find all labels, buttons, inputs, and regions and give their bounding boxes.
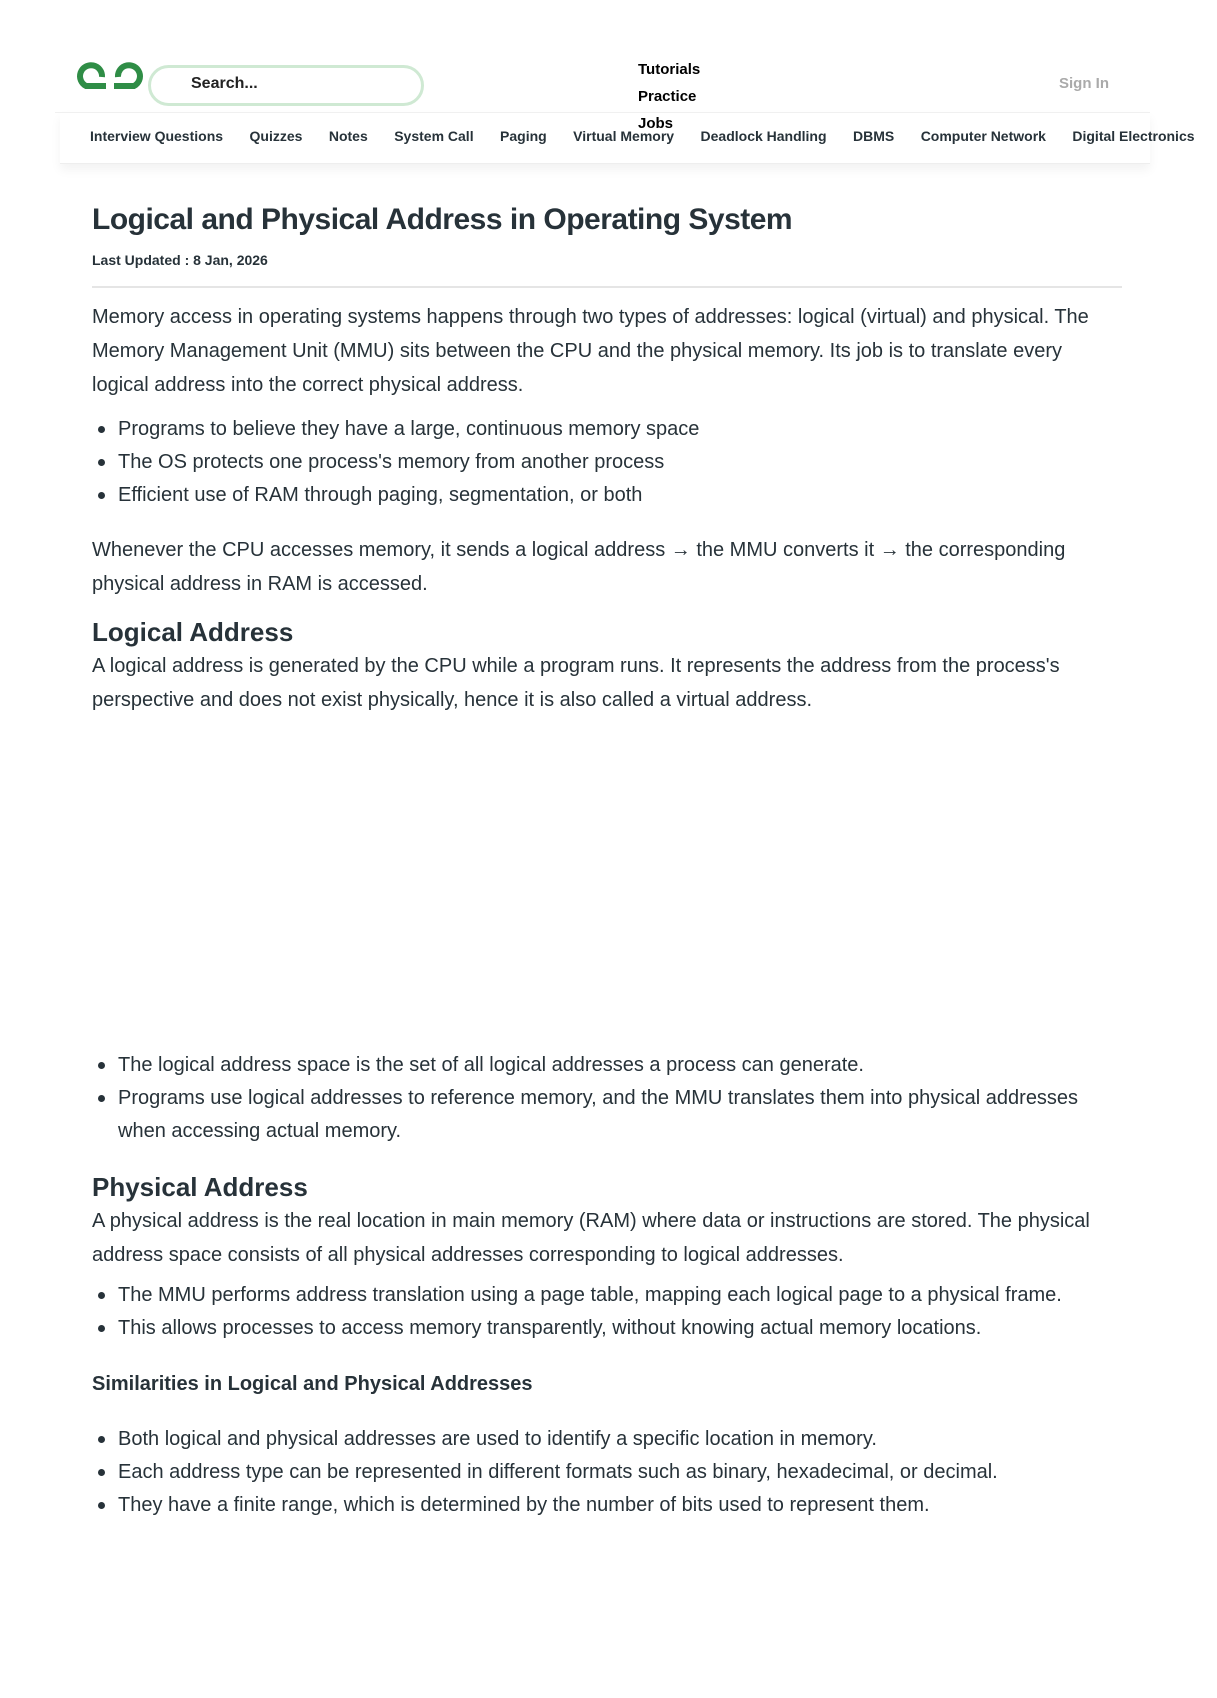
nav-item-paging[interactable]: Paging: [500, 128, 547, 144]
list-item: The OS protects one process's memory from another process: [92, 446, 1122, 479]
section-heading-similarities: Similarities in Logical and Physical Addresses: [92, 1373, 533, 1395]
article: [92, 200, 1122, 1522]
list-item: This allows processes to access memory transparently, without knowing actual memory locations.: [92, 1312, 1122, 1345]
menu-jobs[interactable]: Jobs: [638, 115, 674, 132]
nav-item-deadlock-handling[interactable]: Deadlock Handling: [700, 128, 827, 144]
flow-paragraph: Whenever the CPU accesses memory, it sends a logical address → the MMU converts it → the corresponding physical address in RAM is accessed.: [92, 539, 1066, 595]
page-title: Logical and Physical Address in Operating System: [92, 203, 793, 236]
intro-paragraph: Memory access in operating systems happens through two types of addresses: logical (virtual) and physical. The Memory Management Unit (MMU) sits between the CPU and the physical memory. Its job is to translate every logical address into the correct physical address.: [92, 306, 1089, 396]
search-input[interactable]: [191, 75, 391, 93]
menu-tutorials[interactable]: Tutorials: [638, 61, 701, 78]
nav-item-virtual-memory[interactable]: Virtual Memory: [573, 128, 675, 144]
nav-item-digital-electronics[interactable]: Digital Electronics: [1072, 128, 1195, 144]
topic-nav: [90, 128, 1195, 152]
section-heading-physical: Physical Address: [92, 1172, 308, 1202]
list-item: The MMU performs address translation using a page table, mapping each logical page to a physical frame.: [92, 1279, 1122, 1312]
gfg-logo-icon[interactable]: [80, 68, 140, 104]
nav-item-system-call[interactable]: System Call: [394, 128, 474, 144]
physical-list: [92, 1279, 1122, 1345]
nav-item-notes[interactable]: Notes: [328, 128, 368, 144]
title-divider: [92, 286, 1122, 288]
list-item: Both logical and physical addresses are used to identify a specific location in memory.: [92, 1423, 1122, 1456]
search-box[interactable]: [148, 65, 424, 106]
header-divider: [55, 112, 1150, 113]
nav-item-computer-network[interactable]: Computer Network: [920, 128, 1046, 144]
nav-item-dbms[interactable]: DBMS: [853, 128, 895, 144]
logical-list: [92, 1049, 1122, 1148]
nav-item-quizzes[interactable]: Quizzes: [249, 128, 303, 144]
list-item: Programs use logical addresses to reference memory, and the MMU translates them into physical addresses when accessing actual memory.: [92, 1082, 1122, 1148]
similarities-list: [92, 1423, 1122, 1522]
last-updated: Last Updated : 8 Jan, 2026: [92, 252, 268, 268]
list-item: Programs to believe they have a large, continuous memory space: [92, 413, 1122, 446]
nav-item-interview-questions[interactable]: Interview Questions: [90, 128, 224, 144]
list-item: Efficient use of RAM through paging, segmentation, or both: [92, 479, 1122, 512]
list-item: Each address type can be represented in different formats such as binary, hexadecimal, or decimal.: [92, 1456, 1122, 1489]
physical-paragraph: A physical address is the real location in main memory (RAM) where data or instructions are stored. The physical address space consists of all physical addresses corresponding to logical addresses.: [92, 1210, 1090, 1266]
sign-in-button[interactable]: Sign In: [1059, 75, 1109, 92]
list-item: They have a finite range, which is determined by the number of bits used to represent them.: [92, 1489, 1122, 1522]
list-item: The logical address space is the set of all logical addresses a process can generate.: [92, 1049, 1122, 1082]
site-header: [0, 0, 1200, 165]
section-heading-logical: Logical Address: [92, 617, 294, 647]
intro-list: [92, 413, 1122, 512]
menu-practice[interactable]: Practice: [638, 88, 697, 105]
logical-paragraph: A logical address is generated by the CPU while a program runs. It represents the address from the process's perspective and does not exist physically, hence it is also called a virtual address.: [92, 655, 1060, 711]
diagram-placeholder: [92, 717, 1122, 1049]
